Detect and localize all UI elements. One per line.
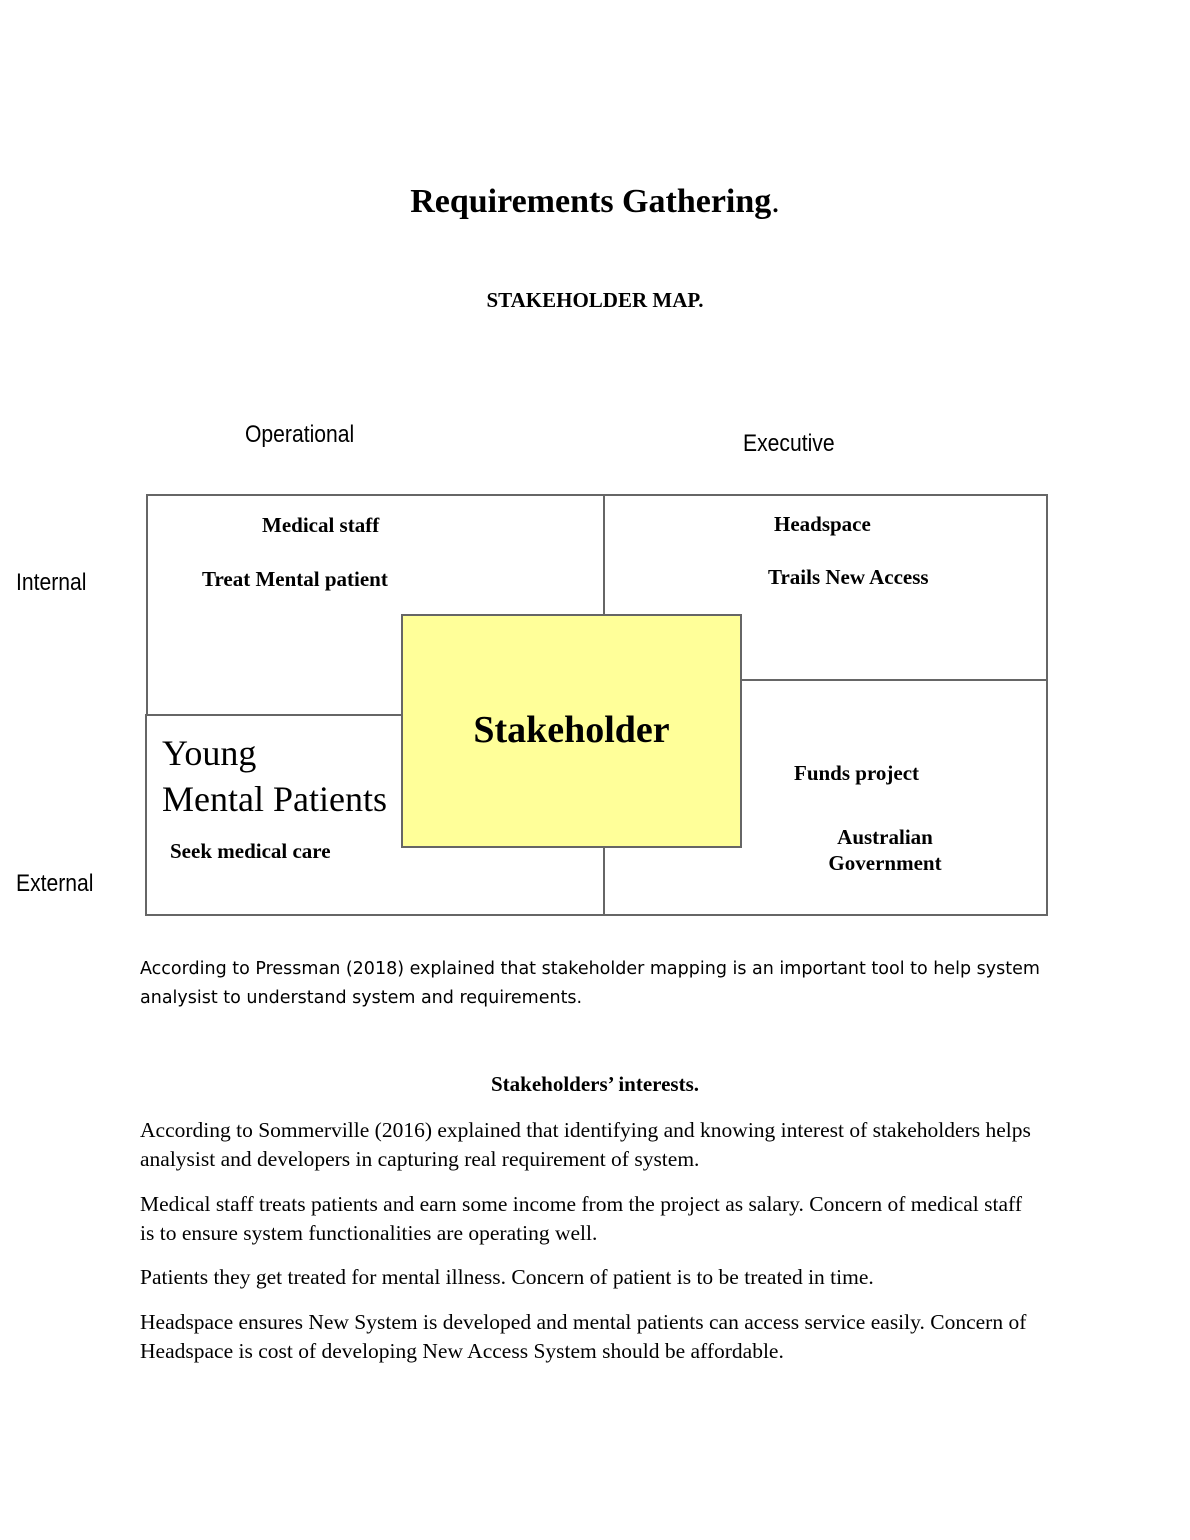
axis-external-label: External <box>16 870 94 897</box>
interests-heading: Stakeholders’ interests. <box>490 1072 700 1096</box>
interests-paragraph: Medical staff treats patients and earn some income from the project as salary. Concern of medical staff is to ensure system functionalities are operating well. <box>140 1192 1022 1245</box>
young-mental-patients-label: Young Mental Patients <box>162 733 387 819</box>
interests-paragraph: Headspace ensures New System is developed and mental patients can access service easily. Concern of Headspace is cost of developing New Access System should be affordable. <box>140 1310 1027 1363</box>
headspace-role: Trails New Access <box>768 565 929 589</box>
page-title: Requirements Gathering. <box>410 183 780 220</box>
axis-internal-label: Internal <box>16 569 87 596</box>
patients-role: Seek medical care <box>170 839 331 863</box>
government-role: Funds project <box>794 761 920 785</box>
axis-executive-label: Executive <box>743 430 835 457</box>
interests-paragraph: According to Sommerville (2016) explained that identifying and knowing interest of stakeholders helps analysist and developers in capturing real requirement of system. <box>140 1118 1031 1171</box>
headspace-label: Headspace <box>774 512 871 536</box>
stakeholder-map-heading: STAKEHOLDER MAP. <box>486 288 704 312</box>
medical-staff-label: Medical staff <box>262 513 380 537</box>
axis-operational-label: Operational <box>245 421 355 448</box>
stakeholder-center-label: Stakeholder <box>473 709 670 751</box>
interests-paragraph: Patients they get treated for mental illness. Concern of patient is to be treated in time. <box>140 1265 874 1289</box>
intro-paragraph: According to Pressman (2018) explained that stakeholder mapping is an important tool to help system analysist to understand system and requirements. <box>140 959 1040 1008</box>
australian-government-label: Australian Government <box>828 825 942 875</box>
medical-staff-role: Treat Mental patient <box>202 567 388 591</box>
